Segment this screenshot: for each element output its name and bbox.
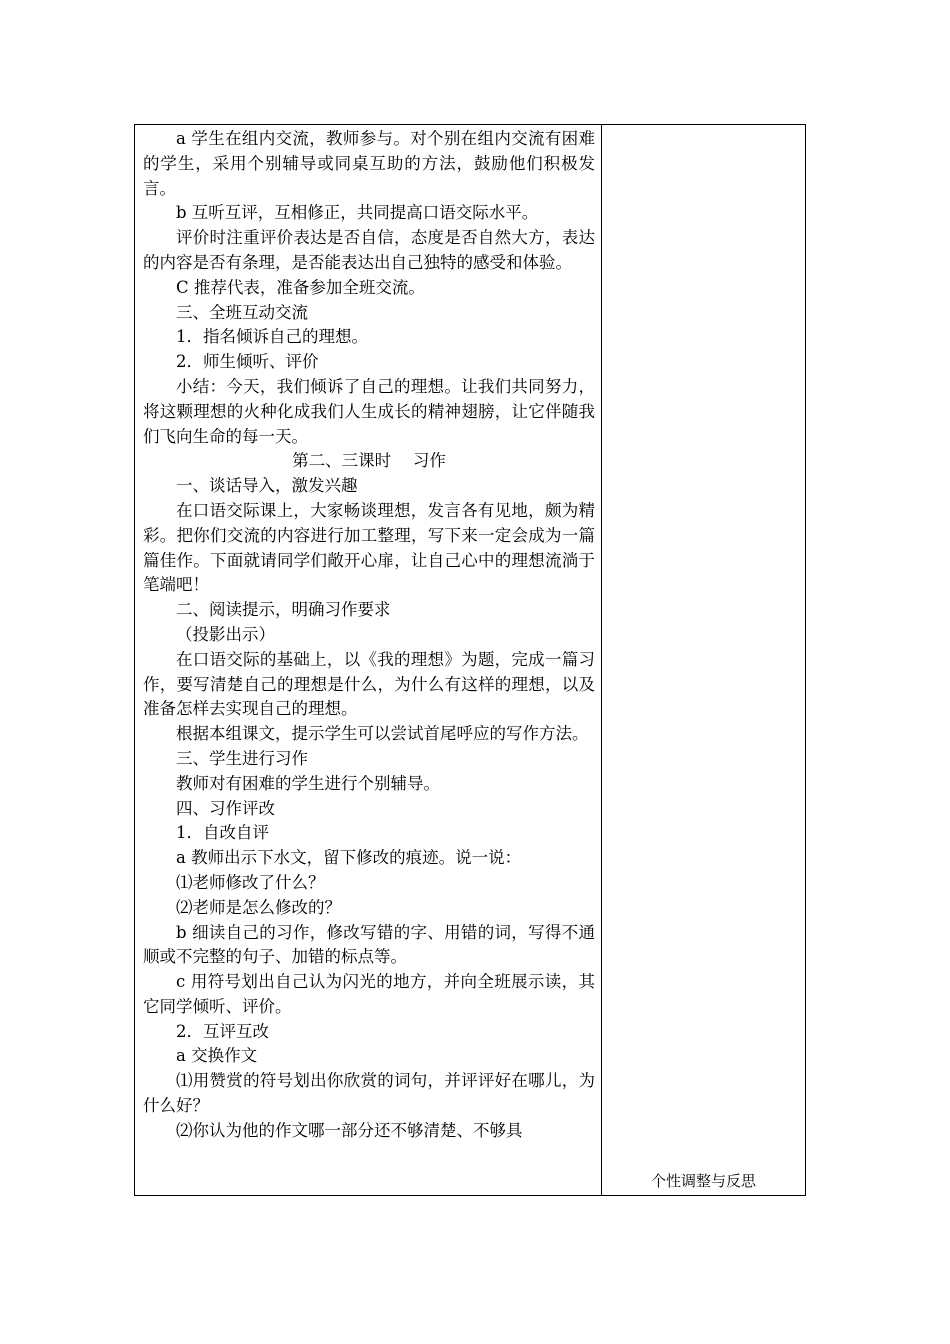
paragraph: b 细读自己的习作，修改写错的字、用错的词，写得不通顺或不完整的句子、加错的标点等。 <box>143 922 595 967</box>
lesson-plan-table <box>134 124 806 1196</box>
reflection-column-label: 个性调整与反思 <box>650 1172 756 1190</box>
section-title: 三、全班互动交流 <box>176 302 308 322</box>
paragraph: 根据本组课文，提示学生可以尝试首尾呼应的写作方法。 <box>176 724 589 744</box>
section-title: 二、阅读提示，明确习作要求 <box>176 600 391 620</box>
paragraph: a 交换作文 <box>176 1046 258 1066</box>
paragraph: 在口语交际的基础上，以《我的理想》为题，完成一篇习作，要写清楚自己的理想是什么，为什么有这样的理想，以及准备怎样去实现自己的理想。 <box>143 649 595 719</box>
paragraph: 2．互评互改 <box>176 1021 269 1041</box>
paragraph: a 学生在组内交流，教师参与。对个别在组内交流有困难的学生，采用个别辅导或同桌互助的方法，鼓励他们积极发言。 <box>143 129 595 198</box>
section-title: 一、谈话导入，激发兴趣 <box>176 476 358 496</box>
paragraph: c 用符号划出自己认为闪光的地方，并向全班展示读，其它同学倾听、评价。 <box>143 972 595 1016</box>
lesson-heading: 第二、三课时 习作 <box>292 451 446 471</box>
paragraph: b 互听互评，互相修正，共同提高口语交际水平。 <box>176 203 539 223</box>
paragraph: ⑴老师修改了什么？ <box>176 872 325 892</box>
paragraph: ⑴用赞赏的符号划出你欣赏的词句，并评评好在哪儿，为什么好？ <box>143 1071 595 1116</box>
paragraph: 在口语交际课上，大家畅谈理想，发言各有见地，颇为精彩。把你们交流的内容进行加工整理，写下来一定会成为一篇篇佳作。下面就请同学们敞开心扉，让自己心中的理想流淌于笔端吧！ <box>143 500 595 595</box>
paragraph: ⑵老师是怎么修改的？ <box>176 897 341 917</box>
paragraph: 1．自改自评 <box>176 823 269 843</box>
column-divider <box>601 125 602 1195</box>
section-title: 四、习作评改 <box>176 798 275 818</box>
section-title: 三、学生进行习作 <box>176 748 308 768</box>
paragraph: 2．师生倾听、评价 <box>176 352 319 372</box>
paragraph: 小结：今天，我们倾诉了自己的理想。让我们共同努力，将这颗理想的火种化成我们人生成长的精神翅膀，让它伴随我们飞向生命的每一天。 <box>143 376 595 446</box>
paragraph: 教师对有困难的学生进行个别辅导。 <box>176 773 440 793</box>
lesson-content-column <box>143 127 595 1144</box>
paragraph: a 教师出示下水文，留下修改的痕迹。说一说： <box>176 848 522 868</box>
paragraph: C 推荐代表，准备参加全班交流。 <box>176 277 425 297</box>
paragraph: 1．指名倾诉自己的理想。 <box>176 327 368 347</box>
paragraph: ⑵你认为他的作文哪一部分还不够清楚、不够具 <box>176 1120 523 1140</box>
paragraph: 评价时注重评价表达是否自信，态度是否自然大方，表达的内容是否有条理，是否能表达出自己独特的感受和体验。 <box>143 228 595 272</box>
paragraph: （投影出示） <box>176 624 275 644</box>
